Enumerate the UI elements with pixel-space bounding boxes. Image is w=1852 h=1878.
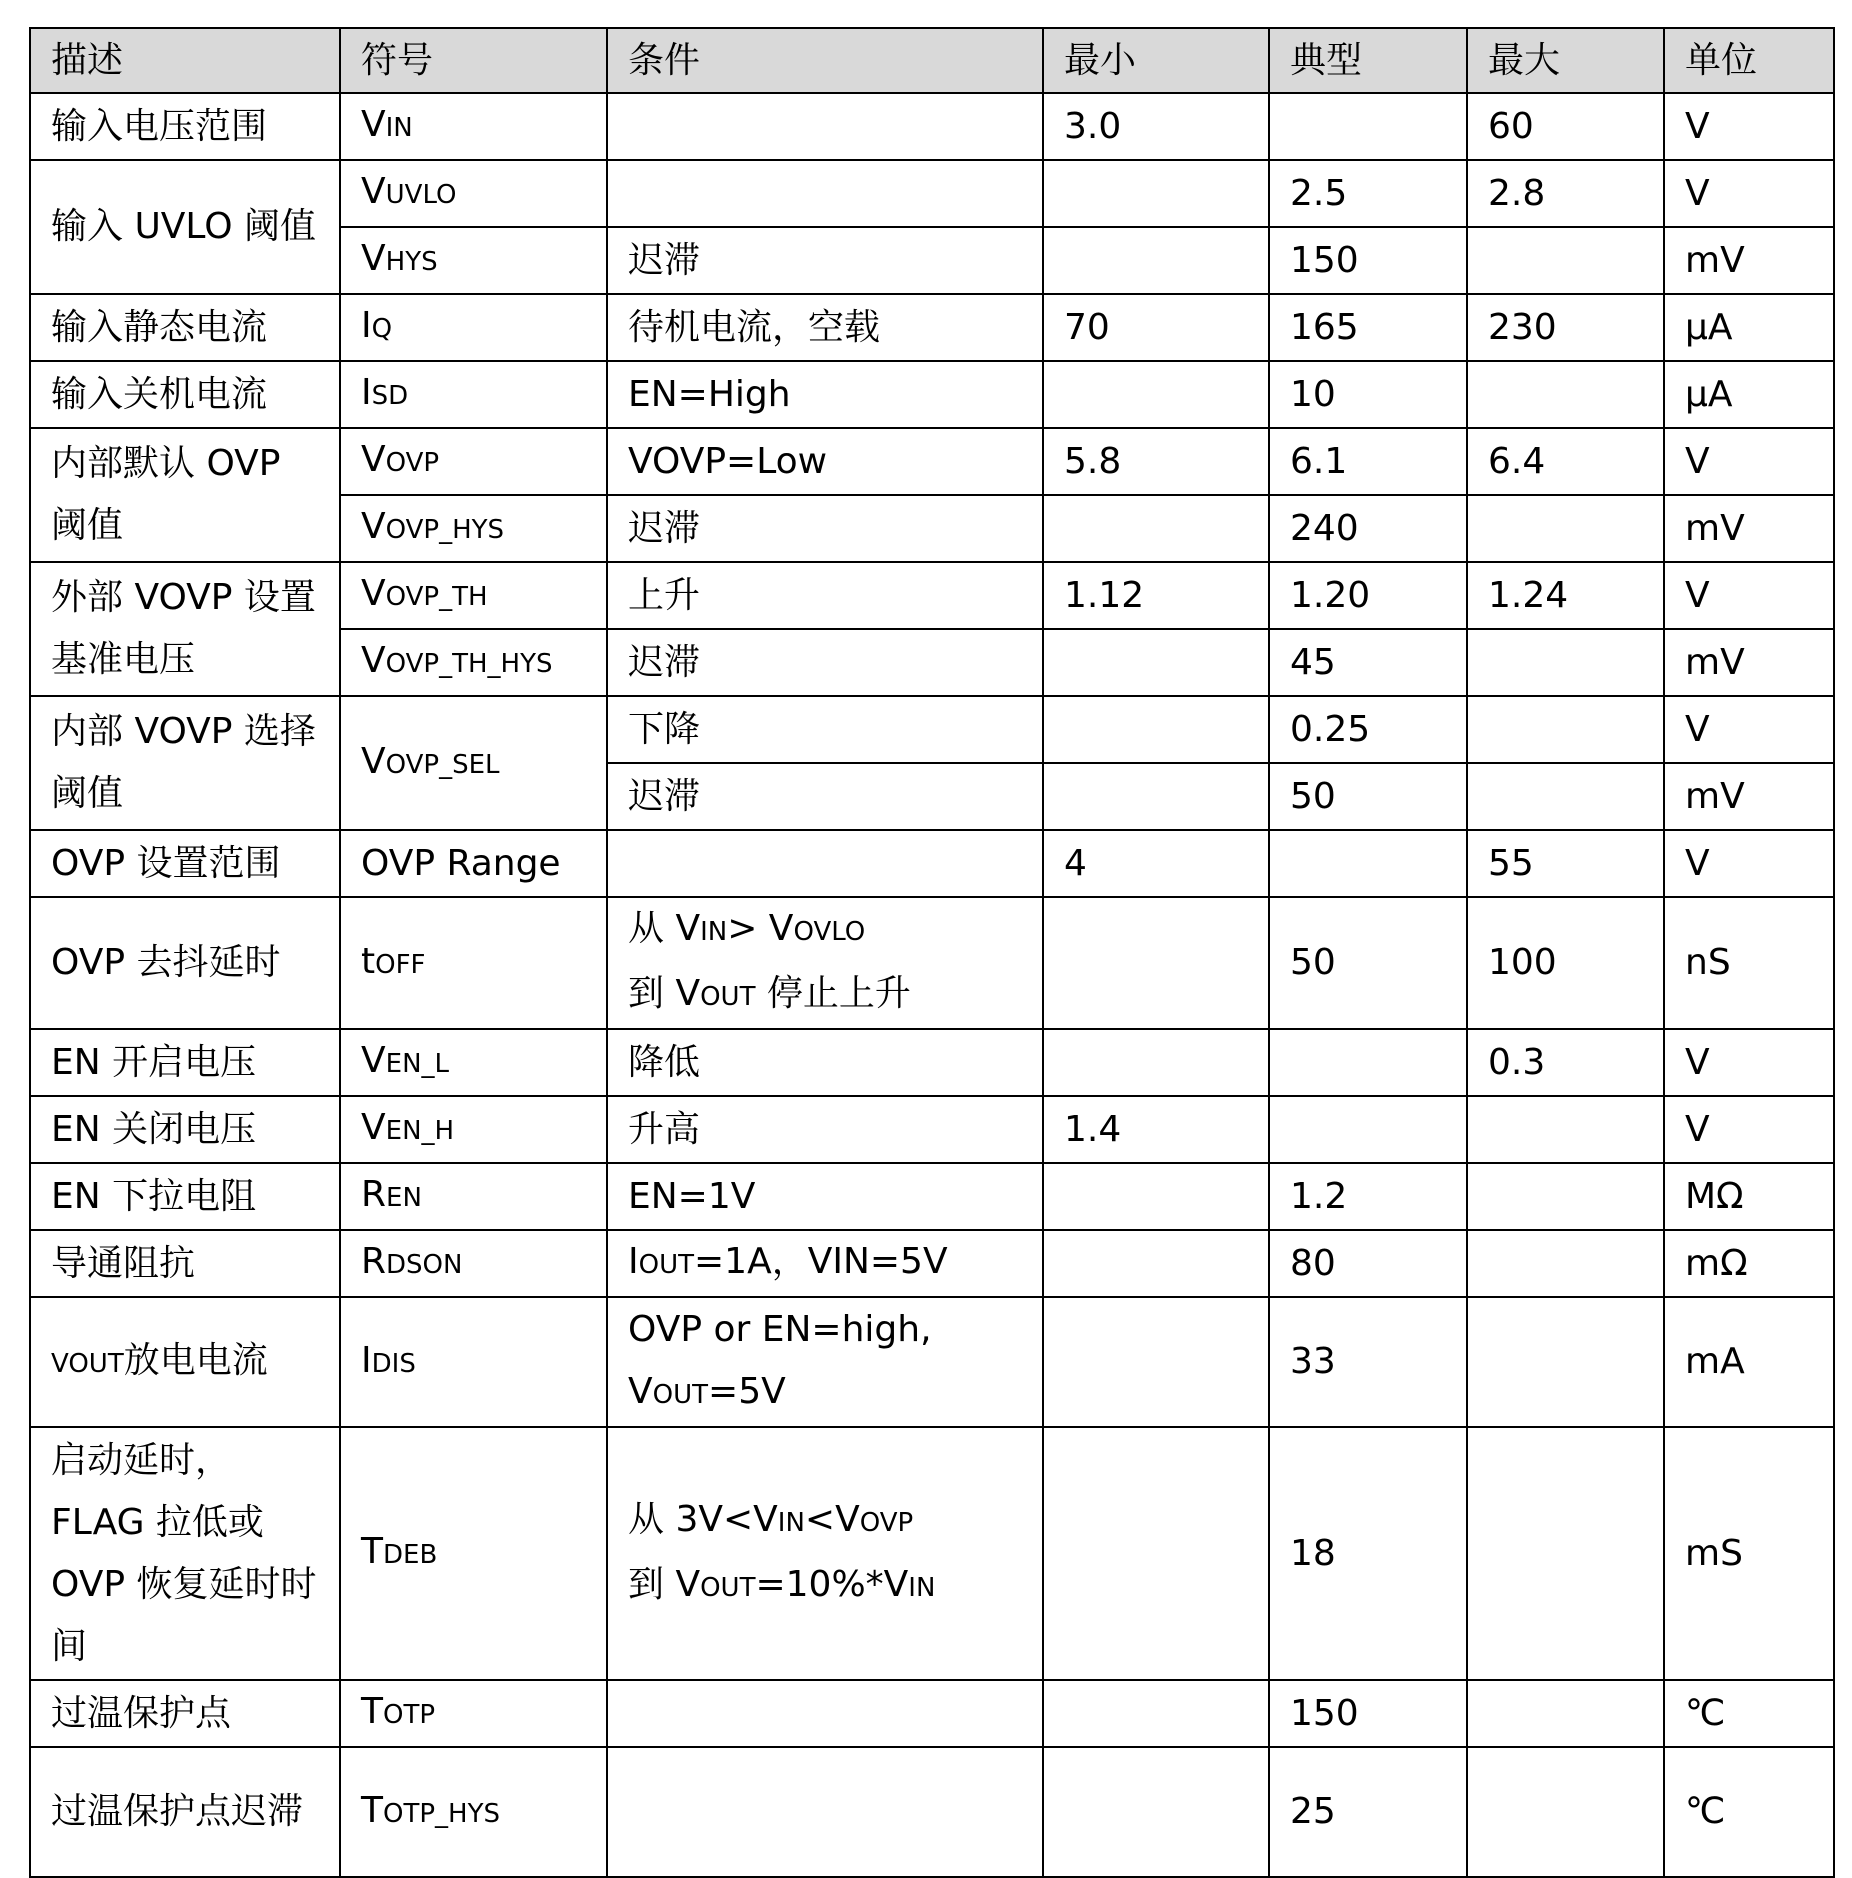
min-cell <box>1043 629 1269 696</box>
condition-cell: 降低 <box>607 1029 1043 1096</box>
typ-cell: 80 <box>1269 1230 1467 1297</box>
max-cell: 60 <box>1467 93 1664 160</box>
min-cell: 4 <box>1043 830 1269 897</box>
condition-cell <box>607 1230 1043 1297</box>
condition-sub: OUT <box>700 982 756 1012</box>
condition-sub: IN <box>777 1507 805 1538</box>
symbol-sub: DIS <box>371 1348 416 1379</box>
condition-sub: OVP <box>859 1507 914 1538</box>
typ-cell: 6.1 <box>1269 428 1467 495</box>
max-cell: 100 <box>1467 897 1664 1029</box>
max-cell: 6.4 <box>1467 428 1664 495</box>
symbol-main: V <box>361 104 386 145</box>
table-row <box>30 830 1834 897</box>
condition-cell: 待机电流，空载 <box>607 294 1043 361</box>
min-cell: 5.8 <box>1043 428 1269 495</box>
unit-cell: mV <box>1664 629 1834 696</box>
symbol-cell <box>340 93 607 160</box>
min-cell <box>1043 763 1269 830</box>
desc-cell: 输入 UVLO 阈值 <box>30 160 340 294</box>
condition-cell: 迟滞 <box>607 495 1043 562</box>
desc-cell: OVP 去抖延时 <box>30 897 340 1029</box>
symbol-sub: EN_L <box>385 1049 450 1079</box>
condition-sub: OUT <box>700 1572 756 1603</box>
condition-cell: 迟滞 <box>607 227 1043 294</box>
condition-cell <box>607 160 1043 227</box>
symbol-main: I <box>361 372 372 413</box>
table-row <box>30 1297 1834 1427</box>
typ-cell <box>1269 1029 1467 1096</box>
header-min: 最小 <box>1043 28 1269 93</box>
symbol-sub: OVP_HYS <box>385 515 505 545</box>
table-row <box>30 696 1834 763</box>
symbol-cell <box>340 830 607 897</box>
max-cell <box>1467 1163 1664 1230</box>
symbol-cell <box>340 361 607 428</box>
table-row <box>30 1230 1834 1297</box>
condition-cell <box>607 1747 1043 1877</box>
desc-cell: 外部 VOVP 设置基准电压 <box>30 562 340 696</box>
condition-sub: OUT <box>638 1250 695 1280</box>
table-row <box>30 1029 1834 1096</box>
condition-text: =1A，VIN=5V <box>694 1241 948 1282</box>
unit-cell: mV <box>1664 763 1834 830</box>
table-row <box>30 562 1834 629</box>
symbol-cell <box>340 1427 607 1680</box>
max-cell <box>1467 1427 1664 1680</box>
max-cell <box>1467 227 1664 294</box>
desc-cell: 导通阻抗 <box>30 1230 340 1297</box>
symbol-main: V <box>361 171 386 212</box>
symbol-cell <box>340 1747 607 1877</box>
symbol-sub: DEB <box>383 1540 438 1570</box>
symbol-main: V <box>361 439 386 480</box>
unit-cell: mS <box>1664 1427 1834 1680</box>
desc-cell: 过温保护点 <box>30 1680 340 1747</box>
unit-cell: V <box>1664 428 1834 495</box>
typ-cell: 2.5 <box>1269 160 1467 227</box>
condition-cell <box>607 1297 1043 1427</box>
desc-cell: 内部 VOVP 选择阈值 <box>30 696 340 830</box>
header-unit: 单位 <box>1664 28 1834 93</box>
symbol-cell <box>340 294 607 361</box>
unit-cell: V <box>1664 562 1834 629</box>
condition-text: 到 V <box>628 1563 701 1605</box>
typ-cell: 50 <box>1269 763 1467 830</box>
symbol-sub: IN <box>385 113 413 143</box>
min-cell <box>1043 1427 1269 1680</box>
desc-cell: 输入关机电流 <box>30 361 340 428</box>
electrical-characteristics-table <box>29 27 1835 1878</box>
min-cell <box>1043 361 1269 428</box>
symbol-sub: SD <box>371 381 409 411</box>
symbol-cell <box>340 428 607 495</box>
condition-text: 从 V <box>628 908 701 949</box>
condition-cell: 下降 <box>607 696 1043 763</box>
min-cell <box>1043 495 1269 562</box>
condition-text: 从 3V<V <box>628 1498 778 1540</box>
min-cell <box>1043 1297 1269 1427</box>
max-cell <box>1467 629 1664 696</box>
symbol-main: V <box>361 640 386 681</box>
typ-cell: 150 <box>1269 227 1467 294</box>
unit-cell: V <box>1664 1096 1834 1163</box>
unit-cell: V <box>1664 696 1834 763</box>
min-cell <box>1043 227 1269 294</box>
typ-cell: 165 <box>1269 294 1467 361</box>
condition-cell <box>607 1427 1043 1680</box>
desc-cell: 内部默认 OVP 阈值 <box>30 428 340 562</box>
symbol-sub: OVP <box>385 448 440 478</box>
symbol-sub: EN_H <box>385 1116 455 1146</box>
symbol-cell <box>340 1096 607 1163</box>
typ-cell: 1.2 <box>1269 1163 1467 1230</box>
condition-sub: IN <box>700 917 728 947</box>
typ-cell: 150 <box>1269 1680 1467 1747</box>
desc-cell <box>30 1297 340 1427</box>
min-cell: 1.12 <box>1043 562 1269 629</box>
min-cell <box>1043 696 1269 763</box>
header-row <box>30 28 1834 93</box>
condition-cell: EN=1V <box>607 1163 1043 1230</box>
table-row <box>30 294 1834 361</box>
condition-text: > V <box>727 908 794 949</box>
unit-cell: mV <box>1664 495 1834 562</box>
symbol-main: I <box>361 305 372 346</box>
header-max: 最大 <box>1467 28 1664 93</box>
unit-cell: mV <box>1664 227 1834 294</box>
condition-sub: IN <box>908 1572 936 1603</box>
unit-cell: V <box>1664 93 1834 160</box>
unit-cell: ℃ <box>1664 1747 1834 1877</box>
condition-text: I <box>628 1241 639 1282</box>
symbol-main: OVP Range <box>361 842 561 884</box>
unit-cell: V <box>1664 160 1834 227</box>
condition-cell: 迟滞 <box>607 763 1043 830</box>
symbol-main: T <box>361 1691 383 1732</box>
symbol-sub: OTP <box>383 1700 436 1730</box>
max-cell <box>1467 696 1664 763</box>
table-row <box>30 1096 1834 1163</box>
table-row <box>30 897 1834 1029</box>
typ-cell: 50 <box>1269 897 1467 1029</box>
max-cell: 1.24 <box>1467 562 1664 629</box>
typ-cell: 45 <box>1269 629 1467 696</box>
condition-text: 停止上升 <box>755 973 911 1014</box>
unit-cell: nS <box>1664 897 1834 1029</box>
condition-cell <box>607 897 1043 1029</box>
unit-cell: V <box>1664 830 1834 897</box>
max-cell: 2.8 <box>1467 160 1664 227</box>
symbol-main: V <box>361 1107 386 1148</box>
symbol-cell <box>340 1029 607 1096</box>
symbol-sub: UVLO <box>385 180 457 210</box>
typ-cell <box>1269 93 1467 160</box>
table-row <box>30 93 1834 160</box>
condition-cell: 升高 <box>607 1096 1043 1163</box>
symbol-cell <box>340 1163 607 1230</box>
typ-cell: 0.25 <box>1269 696 1467 763</box>
symbol-cell <box>340 1230 607 1297</box>
symbol-cell <box>340 227 607 294</box>
unit-cell: μA <box>1664 294 1834 361</box>
max-cell <box>1467 1230 1664 1297</box>
symbol-cell <box>340 562 607 629</box>
header-typ: 典型 <box>1269 28 1467 93</box>
condition-text: =5V <box>708 1370 786 1412</box>
min-cell <box>1043 897 1269 1029</box>
symbol-main: R <box>361 1241 387 1282</box>
condition-line-1 <box>628 1489 1022 1554</box>
desc-cell: 过温保护点迟滞 <box>30 1747 340 1877</box>
condition-cell <box>607 1680 1043 1747</box>
max-cell <box>1467 763 1664 830</box>
symbol-cell <box>340 1680 607 1747</box>
max-cell <box>1467 495 1664 562</box>
condition-sub: OVLO <box>793 917 866 947</box>
condition-line-2 <box>628 1361 1022 1426</box>
condition-cell: 上升 <box>607 562 1043 629</box>
table-row <box>30 1163 1834 1230</box>
symbol-cell <box>340 897 607 1029</box>
header-desc: 描述 <box>30 28 340 93</box>
max-cell <box>1467 1096 1664 1163</box>
min-cell: 70 <box>1043 294 1269 361</box>
max-cell: 55 <box>1467 830 1664 897</box>
condition-line-2 <box>628 1554 1022 1619</box>
symbol-main: T <box>361 1789 383 1831</box>
typ-cell: 1.20 <box>1269 562 1467 629</box>
desc-cell: EN 关闭电压 <box>30 1096 340 1163</box>
symbol-cell <box>340 696 607 830</box>
condition-line-2 <box>628 963 1022 1028</box>
min-cell <box>1043 1680 1269 1747</box>
condition-cell <box>607 93 1043 160</box>
symbol-cell <box>340 160 607 227</box>
symbol-main: V <box>361 573 386 614</box>
min-cell: 3.0 <box>1043 93 1269 160</box>
header-symbol: 符号 <box>340 28 607 93</box>
symbol-sub: OFF <box>375 949 426 980</box>
desc-cell: EN 开启电压 <box>30 1029 340 1096</box>
condition-sub: OUT <box>652 1379 709 1410</box>
desc-cell: EN 下拉电阻 <box>30 1163 340 1230</box>
desc-cell: 输入电压范围 <box>30 93 340 160</box>
unit-cell: ℃ <box>1664 1680 1834 1747</box>
typ-cell: 33 <box>1269 1297 1467 1427</box>
table-row <box>30 160 1834 227</box>
condition-cell <box>607 830 1043 897</box>
typ-cell <box>1269 1096 1467 1163</box>
condition-text: <V <box>804 1498 860 1540</box>
typ-cell: 10 <box>1269 361 1467 428</box>
table-row <box>30 1427 1834 1680</box>
desc-text: VOUT <box>51 1348 124 1379</box>
symbol-main: R <box>361 1174 387 1215</box>
typ-cell: 25 <box>1269 1747 1467 1877</box>
max-cell <box>1467 1297 1664 1427</box>
symbol-main: V <box>361 238 386 279</box>
table-row <box>30 361 1834 428</box>
typ-cell: 240 <box>1269 495 1467 562</box>
unit-cell: V <box>1664 1029 1834 1096</box>
symbol-main: t <box>361 940 376 982</box>
table-row <box>30 1747 1834 1877</box>
min-cell <box>1043 1163 1269 1230</box>
condition-line-1 <box>628 898 1022 963</box>
desc-cell: 启动延时，FLAG 拉低或 OVP 恢复延时时间 <box>30 1427 340 1680</box>
symbol-sub: OVP_TH <box>385 582 488 612</box>
min-cell <box>1043 160 1269 227</box>
desc-text: 放电电流 <box>123 1339 268 1381</box>
condition-text: V <box>628 1370 653 1412</box>
desc-cell: OVP 设置范围 <box>30 830 340 897</box>
condition-text: =10%*V <box>755 1563 909 1605</box>
unit-cell: mΩ <box>1664 1230 1834 1297</box>
symbol-cell <box>340 1297 607 1427</box>
condition-text: 到 V <box>628 973 701 1014</box>
max-cell <box>1467 1680 1664 1747</box>
min-cell: 1.4 <box>1043 1096 1269 1163</box>
condition-cell: EN=High <box>607 361 1043 428</box>
condition-cell: VOVP=Low <box>607 428 1043 495</box>
symbol-sub: HYS <box>385 247 438 277</box>
min-cell <box>1043 1230 1269 1297</box>
symbol-main: T <box>361 1531 383 1572</box>
symbol-sub: Q <box>371 314 393 344</box>
max-cell: 0.3 <box>1467 1029 1664 1096</box>
typ-cell: 18 <box>1269 1427 1467 1680</box>
max-cell <box>1467 1747 1664 1877</box>
symbol-cell <box>340 495 607 562</box>
max-cell <box>1467 361 1664 428</box>
unit-cell: μA <box>1664 361 1834 428</box>
condition-line-1: OVP or EN=high, <box>628 1308 932 1350</box>
symbol-main: V <box>361 506 386 547</box>
symbol-cell <box>340 629 607 696</box>
unit-cell: mA <box>1664 1297 1834 1427</box>
unit-cell: MΩ <box>1664 1163 1834 1230</box>
desc-cell: 输入静态电流 <box>30 294 340 361</box>
condition-cell: 迟滞 <box>607 629 1043 696</box>
symbol-sub: OVP_SEL <box>385 749 500 780</box>
symbol-main: V <box>361 1040 386 1081</box>
table-row <box>30 1680 1834 1747</box>
symbol-sub: EN <box>386 1183 422 1213</box>
symbol-sub: OTP_HYS <box>383 1798 500 1829</box>
symbol-sub: OVP_TH_HYS <box>385 649 553 679</box>
min-cell <box>1043 1029 1269 1096</box>
table-row <box>30 428 1834 495</box>
symbol-main: V <box>361 740 386 782</box>
symbol-sub: DSON <box>386 1250 463 1280</box>
typ-cell <box>1269 830 1467 897</box>
max-cell: 230 <box>1467 294 1664 361</box>
min-cell <box>1043 1747 1269 1877</box>
header-condition: 条件 <box>607 28 1043 93</box>
symbol-main: I <box>361 1339 372 1381</box>
